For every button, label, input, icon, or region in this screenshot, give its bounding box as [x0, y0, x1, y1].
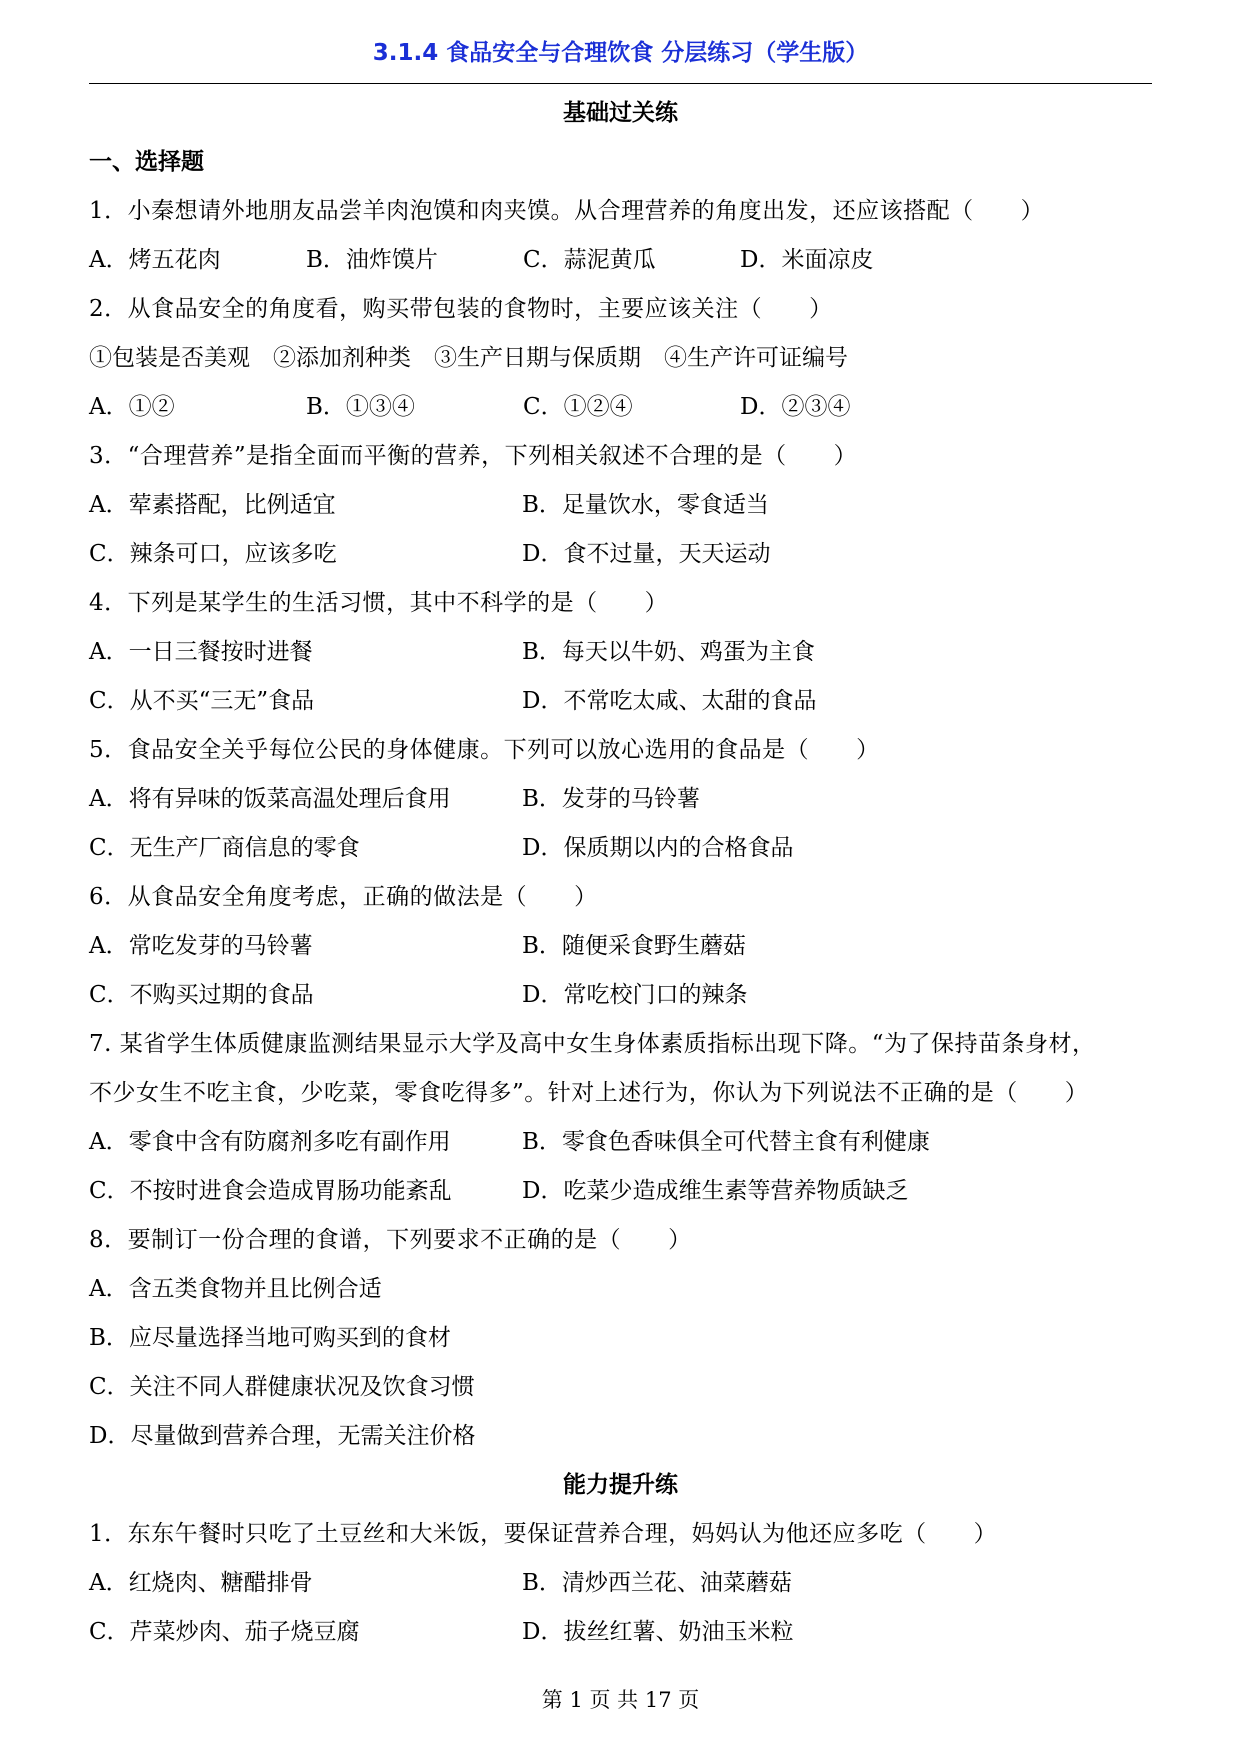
- question-statements: ①包装是否美观 ②添加剂种类 ③生产日期与保质期 ④生产许可证编号: [89, 345, 848, 371]
- options-row: [89, 530, 1152, 579]
- question-text: 2．从食品安全的角度看，购买带包装的食物时，主要应该关注（ ）: [89, 296, 833, 322]
- option-d: D．②③④: [740, 394, 851, 420]
- option-b: B．随便采食野生蘑菇: [522, 933, 746, 959]
- option-a: A．烤五花肉: [89, 247, 221, 273]
- option-c: C．关注不同人群健康状况及饮食习惯: [89, 1374, 475, 1400]
- options-row: [89, 481, 1152, 530]
- option-a: A．红烧肉、糖醋排骨: [89, 1570, 313, 1596]
- question-text: 7. 某省学生体质健康监测结果显示大学及高中女生身体素质指标出现下降。“为了保持苗条身材，: [89, 1031, 1096, 1057]
- question-text-continued: 不少女生不吃主食，少吃菜，零食吃得多”。针对上述行为，你认为下列说法不正确的是（ ）: [89, 1080, 1089, 1106]
- option-b: B．应尽量选择当地可购买到的食材: [89, 1325, 451, 1351]
- option-a: A．①②: [89, 394, 175, 420]
- options-row: [89, 824, 1152, 873]
- option-c: C．①②④: [523, 394, 633, 420]
- option-b: B．①③④: [306, 394, 415, 420]
- option-c: C．蒜泥黄瓜: [523, 247, 656, 273]
- options-row: [89, 922, 1152, 971]
- question-text: 5．食品安全关乎每位公民的身体健康。下列可以放心选用的食品是（ ）: [89, 737, 880, 763]
- option-a: A．将有异味的饭菜高温处理后食用: [89, 786, 451, 812]
- options-row: [89, 628, 1152, 677]
- option-b: B．足量饮水，零食适当: [522, 492, 769, 518]
- option-a: A．一日三餐按时进餐: [89, 639, 313, 665]
- option-a: A．荤素搭配，比例适宜: [89, 492, 336, 518]
- option-c: C．辣条可口，应该多吃: [89, 541, 337, 567]
- option-d: D．拔丝红薯、奶油玉米粒: [522, 1619, 794, 1645]
- options-row: [89, 1118, 1152, 1167]
- header-divider: [89, 83, 1152, 84]
- option-d: D．保质期以内的合格食品: [522, 835, 794, 861]
- option-d: D．常吃校门口的辣条: [522, 982, 748, 1008]
- options-row: [89, 1167, 1152, 1216]
- question-text: 6．从食品安全角度考虑，正确的做法是（ ）: [89, 884, 598, 910]
- document-content: [89, 89, 1152, 1657]
- option-b: B．零食色香味俱全可代替主食有利健康: [522, 1129, 930, 1155]
- option-b: B．油炸馍片: [306, 247, 438, 273]
- options-row: [89, 236, 1152, 285]
- option-c: C．芹菜炒肉、茄子烧豆腐: [89, 1619, 360, 1645]
- option-a: A．含五类食物并且比例合适: [89, 1276, 382, 1302]
- page-number: 第 1 页 共 17 页: [541, 1688, 700, 1712]
- option-d: D．尽量做到营养合理，无需关注价格: [89, 1423, 476, 1449]
- option-d: D．不常吃太咸、太甜的食品: [522, 688, 817, 714]
- option-a: A．零食中含有防腐剂多吃有副作用: [89, 1129, 451, 1155]
- option-d: D．吃菜少造成维生素等营养物质缺乏: [522, 1178, 909, 1204]
- option-c: C．从不买“三无”食品: [89, 688, 315, 714]
- option-a: A．常吃发芽的马铃薯: [89, 933, 313, 959]
- section-title: 能力提升练: [563, 1472, 678, 1498]
- options-row: [89, 971, 1152, 1020]
- question-text: 4．下列是某学生的生活习惯，其中不科学的是（ ）: [89, 590, 669, 616]
- section-title: 基础过关练: [563, 100, 678, 126]
- options-row: [89, 1559, 1152, 1608]
- option-d: D．食不过量，天天运动: [522, 541, 771, 567]
- option-c: C．不购买过期的食品: [89, 982, 314, 1008]
- question-text: 1．东东午餐时只吃了土豆丝和大米饭，要保证营养合理，妈妈认为他还应多吃（ ）: [89, 1521, 998, 1547]
- part-title: 一、选择题: [89, 149, 204, 175]
- document-title: 3.1.4 食品安全与合理饮食 分层练习（学生版）: [372, 40, 869, 66]
- question-text: 3．“合理营养”是指全面而平衡的营养，下列相关叙述不合理的是（ ）: [89, 443, 858, 469]
- option-c: C．无生产厂商信息的零食: [89, 835, 360, 861]
- question-text: 1．小秦想请外地朋友品尝羊肉泡馍和肉夹馍。从合理营养的角度出发，还应该搭配（ ）: [89, 198, 1045, 224]
- option-b: B．发芽的马铃薯: [522, 786, 700, 812]
- options-row: [89, 1608, 1152, 1657]
- options-row: [89, 775, 1152, 824]
- options-row: [89, 677, 1152, 726]
- option-b: B．每天以牛奶、鸡蛋为主食: [522, 639, 815, 665]
- question-text: 8．要制订一份合理的食谱，下列要求不正确的是（ ）: [89, 1227, 692, 1253]
- options-row: [89, 383, 1152, 432]
- option-c: C．不按时进食会造成胃肠功能紊乱: [89, 1178, 452, 1204]
- option-d: D．米面凉皮: [740, 247, 874, 273]
- option-b: B．清炒西兰花、油菜蘑菇: [522, 1570, 792, 1596]
